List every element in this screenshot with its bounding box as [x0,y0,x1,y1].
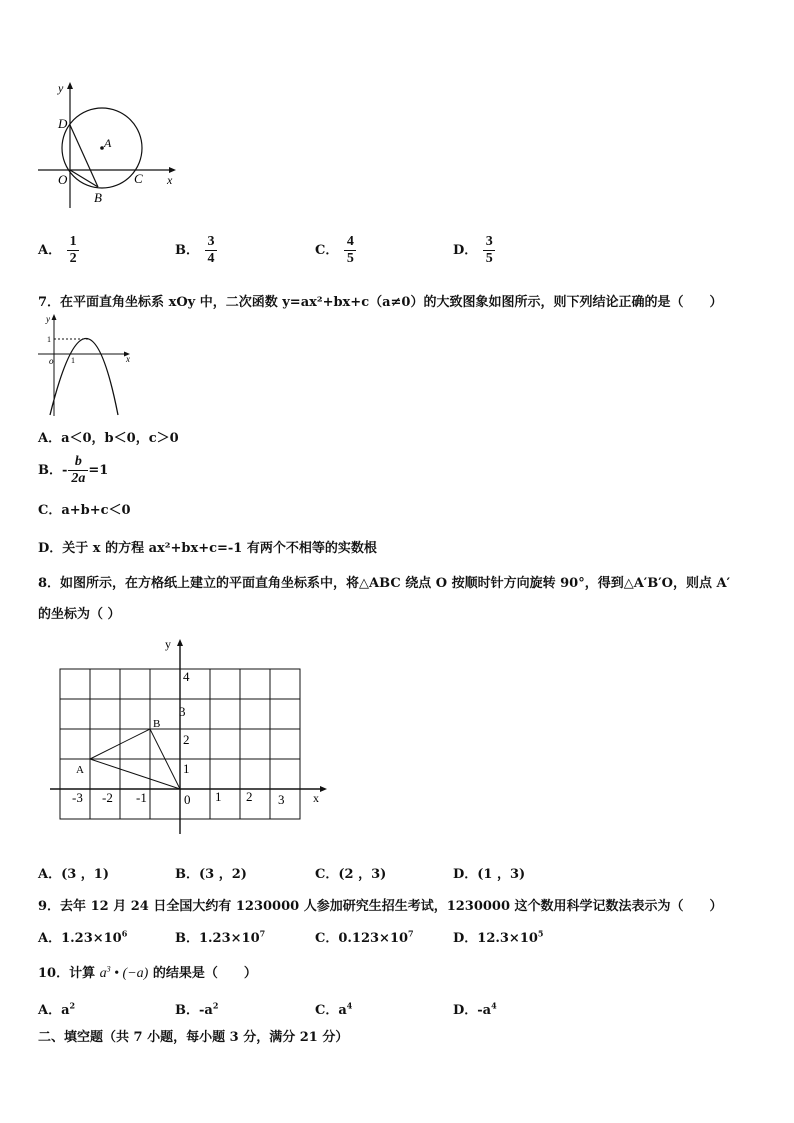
x-tick: -2 [102,790,113,805]
fraction: $\frac{b}{2a}$ [68,454,88,487]
x-tick: 1 [215,789,222,804]
y-axis-label: y [46,314,50,324]
fraction: $\frac{3}{4}$ [205,234,217,267]
y-axis-label: y [58,81,64,95]
point-d-label: D [58,116,68,131]
q9-option-c[interactable]: C．$0.123\times 10^7$ [315,928,414,946]
x-tick: -3 [72,790,83,805]
y-tick-1: 1 [47,335,51,344]
q6-option-c[interactable]: C． $\frac{4}{5}$ [315,234,356,267]
point-b-label: B [153,718,161,730]
y-axis-label: y [165,637,171,651]
x-tick: 2 [246,789,253,804]
q9-option-a[interactable]: A．$1.23\times 10^6$ [38,928,128,946]
fraction: $\frac{3}{5}$ [483,234,495,267]
q10-option-c[interactable]: C．$a^4$ [315,1000,353,1018]
origin-label: o [49,356,54,366]
q6-option-b[interactable]: B． $\frac{3}{4}$ [175,234,217,267]
y-tick: 4 [183,669,190,684]
x-tick-1: 1 [71,356,75,365]
q8-option-b[interactable]: B．(3 ，2) [175,867,247,882]
x-axis-label: x [313,791,319,805]
q6-option-d[interactable]: D． $\frac{3}{5}$ [453,234,495,267]
point-c-label: C [134,171,143,186]
q8-option-a[interactable]: A．(3 ，1) [38,867,110,882]
q7-stem: 7．在平面直角坐标系 xOy 中，二次函数 y=ax²+bx+c（a≠0）的大致图象如图所示，则下列结论正确的是（ ） [38,295,723,310]
fraction: $\frac{4}{5}$ [344,234,356,267]
q10-option-b[interactable]: B．$-a^2$ [175,1000,219,1018]
y-tick: 2 [183,732,190,747]
q10-option-d[interactable]: D．$-a^4$ [453,1000,497,1018]
q6-option-a[interactable]: A． $\frac{1}{2}$ [38,234,79,267]
q8-option-d[interactable]: D．(1 ，3) [453,867,526,882]
q7-option-c[interactable]: C．a+b+c＜0 [38,503,131,518]
q8-stem-line1: 8．如图所示，在方格纸上建立的平面直角坐标系中，将△ABC 绕点 O 按顺时针方向旋转 90°，得到△A′B′O，则点 A′ [38,576,731,591]
point-o-label: O [58,172,68,187]
y-tick: 1 [183,761,190,776]
section-heading: 二、填空题（共 7 小题，每小题 3 分，满分 21 分） [38,1030,349,1045]
q7-parabola-figure [36,312,136,418]
x-axis-label: x [126,354,130,364]
point-a-label: A [76,764,84,776]
x-axis-label: x [167,173,173,187]
q10-stem: 10．计算 $a^3$ • (−a) 的结果是（ ） [38,964,257,981]
q9-stem: 9．去年 12 月 24 日全国大约有 1230000 人参加研究生招生考试，1230000 这个数用科学记数法表示为（ ） [38,899,723,914]
q7-option-a[interactable]: A．a＜0，b＜0，c＞0 [38,431,179,446]
q6-circle-figure [36,78,186,208]
q10-option-a[interactable]: A．$a^2$ [38,1000,76,1018]
origin-label: 0 [184,792,191,807]
q7-option-d[interactable]: D．关于 x 的方程 ax²+bx+c=-1 有两个不相等的实数根 [38,541,377,556]
q7-option-b[interactable]: B．- $\frac{b}{2a}$ =1 [38,454,109,486]
point-b-label: B [94,190,102,205]
math-expression: $a^3$ • (−a) [99,964,149,981]
q9-option-d[interactable]: D．$12.3\times 10^5$ [453,928,544,946]
q8-option-c[interactable]: C．(2 ，3) [315,867,387,882]
x-tick: -1 [136,790,147,805]
x-tick: 3 [278,792,285,807]
point-a-label: A [104,136,112,150]
y-tick: 3 [179,704,186,719]
q9-option-b[interactable]: B．$1.23\times 10^7$ [175,928,266,946]
fraction: $\frac{1}{2}$ [67,234,79,267]
q8-stem-line2: 的坐标为（ ） [38,607,121,622]
q8-grid-figure [48,634,338,834]
